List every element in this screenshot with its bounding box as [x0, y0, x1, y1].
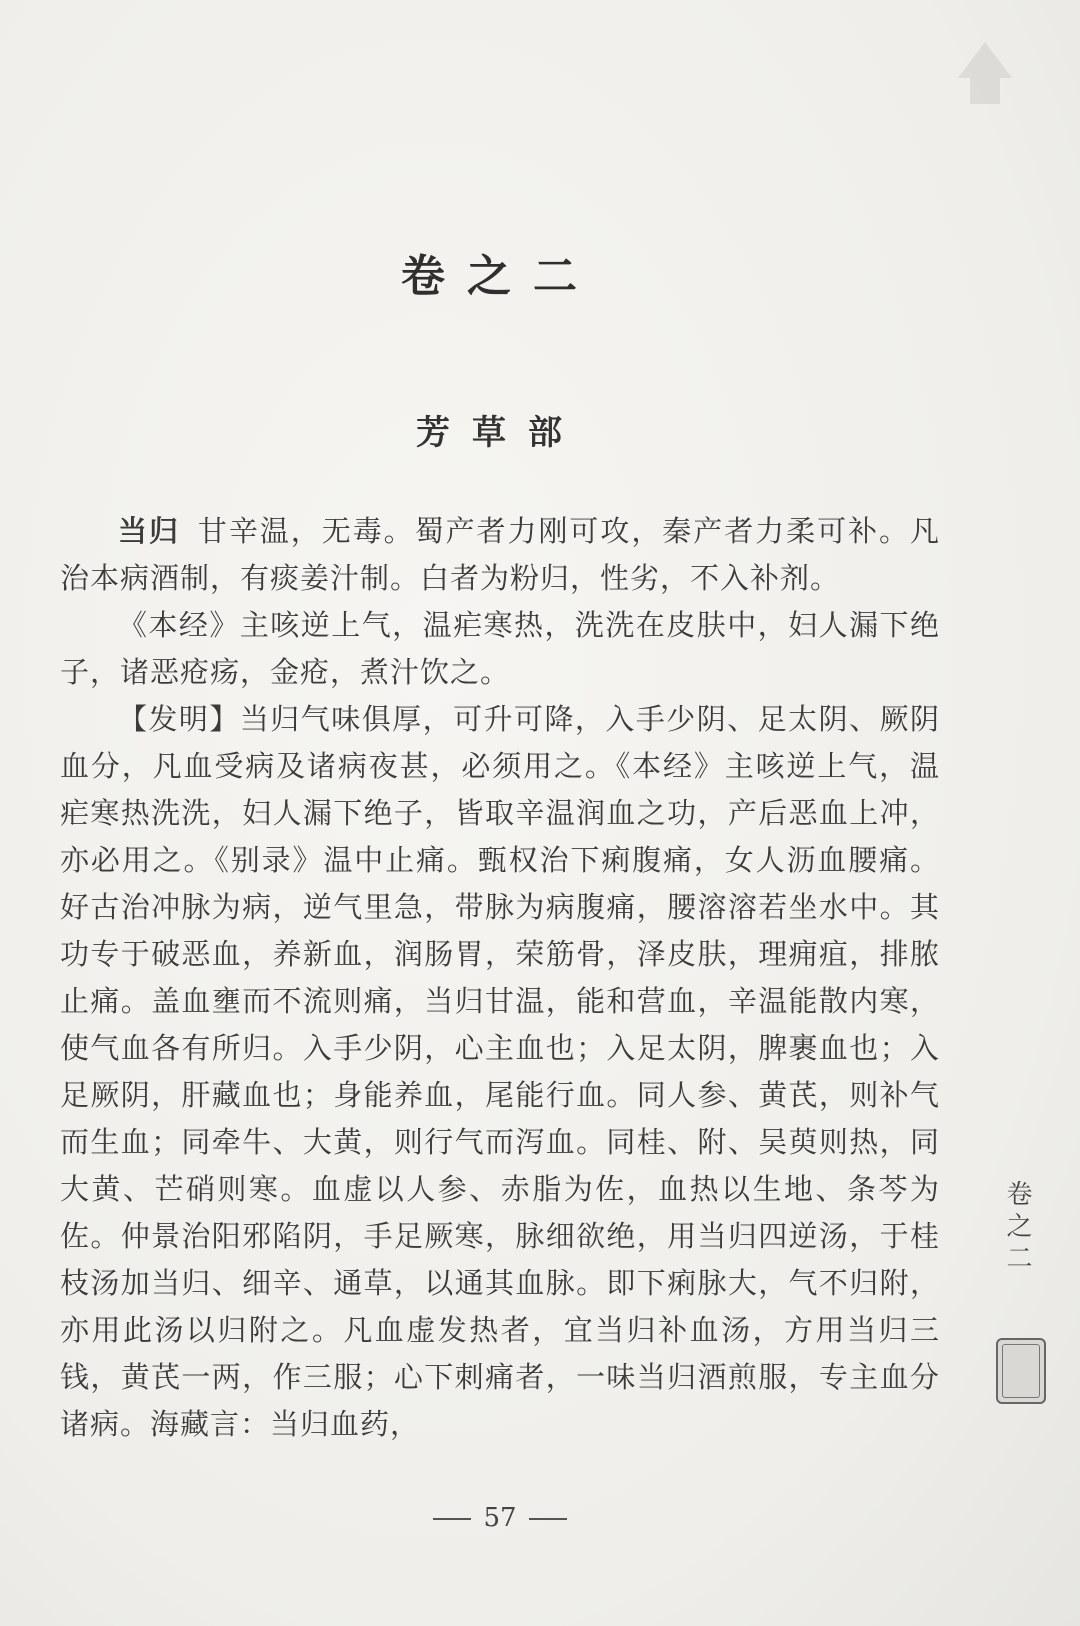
side-volume-marker: 卷之二 [1002, 1180, 1032, 1276]
page-number [0, 1503, 1000, 1533]
entry-paragraph [60, 508, 940, 602]
page-number-dash-left [433, 1518, 471, 1520]
page-number-dash-right [529, 1518, 567, 1520]
corner-ornament-icon [950, 38, 1020, 110]
entry-description: 甘辛温，无毒。蜀产者力刚可攻，秦产者力柔可补。凡治本病酒制，有痰姜汁制。白者为粉归，性劣，不入补剂。 [60, 514, 940, 595]
page-number-value: 57 [483, 1503, 517, 1533]
paragraph-benjing: 《本经》主咳逆上气，温疟寒热，洗洗在皮肤中，妇人漏下绝子，诸恶疮疡，金疮，煮汁饮之。 [60, 608, 940, 689]
volume-title: 卷之二 [401, 251, 599, 302]
paragraph-faming: 【发明】当归气味俱厚，可升可降，入手少阴、足太阴、厥阴血分，凡血受病及诸病夜甚，必须用之。《本经》主咳逆上气，温疟寒热洗洗，妇人漏下绝子，皆取辛温润血之功，产后恶血上冲，亦必用之。《别录》温中止痛。甄权治下痢腹痛，女人沥血腰痛。好古治冲脉为病，逆气里急，带脉为病腹痛，腰溶溶若坐水中。其功专于破恶血，养新血，润肠胃，荣筋骨，泽皮肤，理痈疽，排脓止痛。盖血壅而不流则痛，当归甘温，能和营血，辛温能散内寒，使气血各有所归。入手少阴，心主血也；入足太阴，脾裹血也；入足厥阴，肝藏血也；身能养血，尾能行血。同人参、黄芪，则补气而生血；同牵牛、大黄，则行气而泻血。同桂、附、吴萸则热，同大黄、芒硝则寒。血虚以人参、赤脂为佐，血热以生地、条芩为佐。仲景治阳邪陷阴，手足厥寒，脉细欲绝，用当归四逆汤，于桂枝汤加当归、细辛、通草，以通其血脉。即下痢脉大，气不归附，亦用此汤以归附之。凡血虚发热者，宜当归补血汤，方用当归三钱，黄芪一两，作三服；心下刺痛者，一味当归酒煎服，专主血分诸病。海藏言：当归血药， [60, 702, 940, 1441]
entry-term: 当归 [118, 514, 180, 548]
series-seal-icon [996, 1338, 1046, 1404]
body-text [60, 508, 940, 1448]
section-title: 芳草部 [416, 413, 584, 453]
